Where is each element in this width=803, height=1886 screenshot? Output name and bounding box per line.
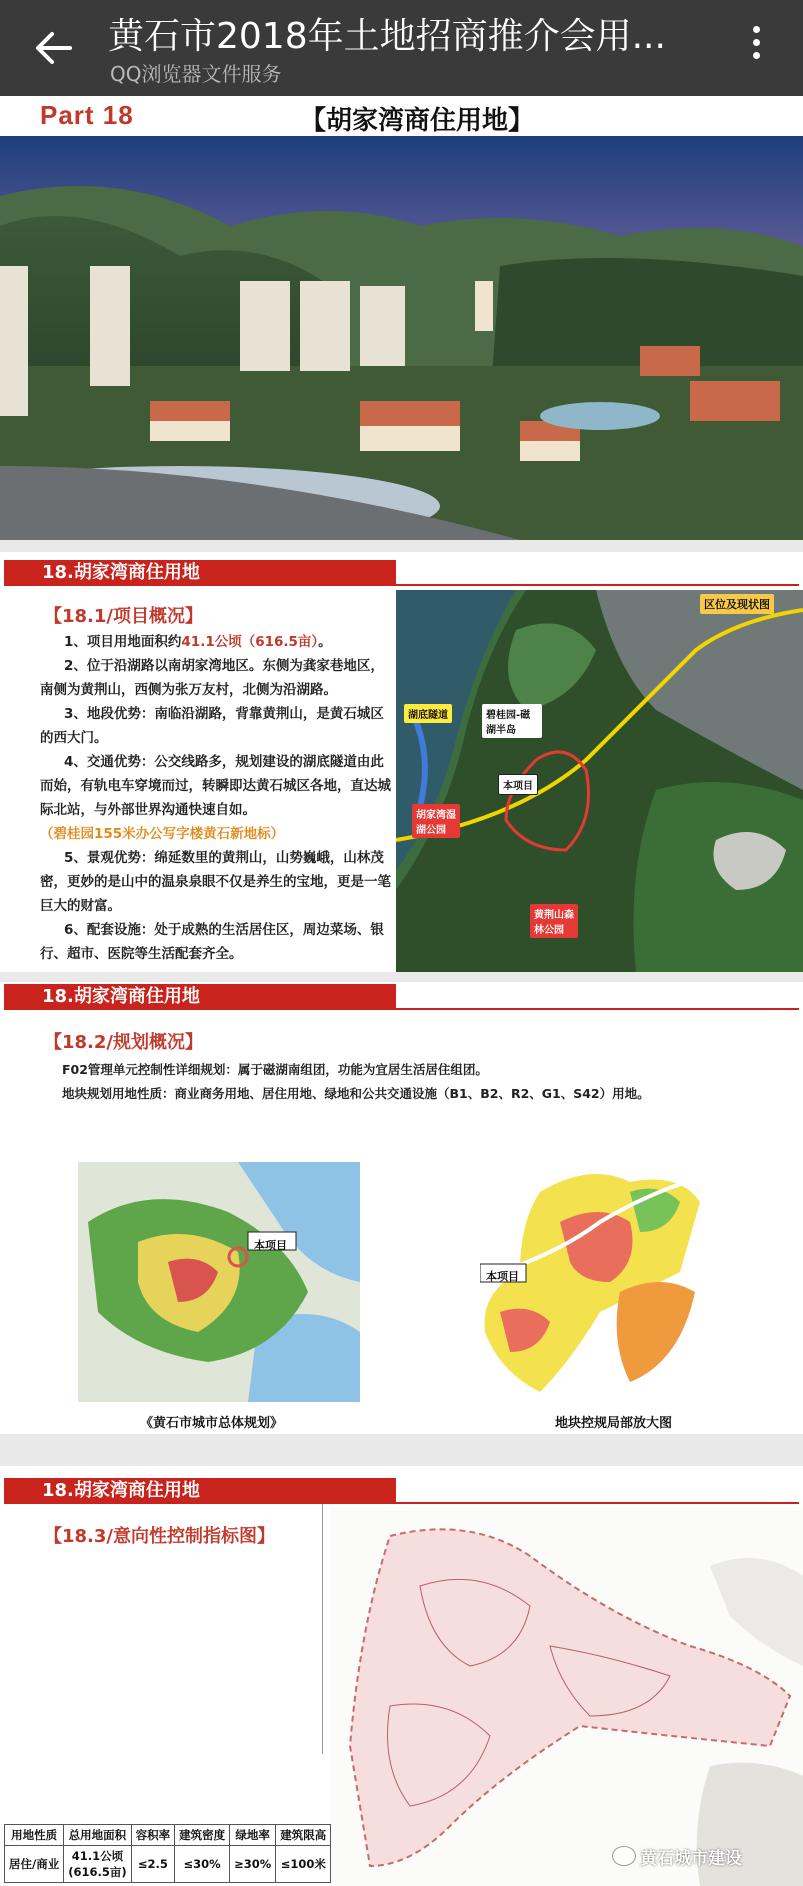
overview-text: 1、项目用地面积约41.1公顷（616.5亩）。 2、位于沿湖路以南胡家湾地区。东侧为龚家巷地区，南侧为黄荆山，西侧为张万友村，北侧为沿湖路。 3、地段优势：南临沿湖路，背靠黄荆山，是黄石城区的西大门。 4、交通优势：公交线路多，规划建设的湖底隧道由此而始，有轨电车穿境而过，转瞬即达黄石城区各地，直达城际北站，与外部世界沟通快速自如。 （碧桂园155米办公写字楼黄石新地标） 5、景观优势：绵延数里的黄荆山，山势巍峨，山林茂密，更妙的是山中的温泉泉眼不仅是养生的宝地，更是一笔巨大的财富。 6、配套设施：处于成熟的生活居住区，周边菜场、银行、超市、医院等生活配套齐全。 — [40, 634, 391, 962]
slide-18-2-planning — [0, 982, 803, 1434]
map-label-project: 本项目 — [498, 774, 538, 795]
aerial-rendering-image — [0, 136, 803, 540]
subsection-title: 【18.3/意向性控制指标图】 — [44, 1526, 275, 1547]
table-cell: ≤30% — [175, 1846, 230, 1883]
location-status-map — [396, 590, 803, 972]
slide-18-3-control-index — [0, 1466, 803, 1886]
map-label-park2: 黄荆山森林公园 — [530, 904, 578, 938]
table-header: 容积率 — [131, 1825, 175, 1846]
table-cell: ≥30% — [230, 1846, 276, 1883]
slide-18-1-overview — [0, 552, 803, 972]
map-label-tunnel: 湖底隧道 — [404, 704, 452, 723]
table-header-row — [5, 1825, 331, 1846]
part-header — [0, 96, 803, 136]
map-tag-project-right: 本项目 — [486, 1270, 519, 1283]
section-bar: 18.胡家湾商住用地 — [4, 1478, 396, 1504]
city-master-plan-map — [78, 1162, 360, 1402]
table-cell: ≤2.5 — [131, 1846, 175, 1883]
part-label: Part 18 — [40, 100, 134, 130]
control-index-plan-map — [330, 1506, 803, 1886]
table-header: 用地性质 — [5, 1825, 64, 1846]
app-bar — [0, 0, 803, 96]
table-header: 建筑限高 — [276, 1825, 331, 1846]
table-cell: ≤100米 — [276, 1846, 331, 1883]
table-cell: 41.1公顷 (616.5亩) — [64, 1846, 131, 1883]
map-tag-project-left: 本项目 — [254, 1239, 287, 1252]
planning-line-2: 地块规划用地性质：商业商务用地、居住用地、绿地和公共交通设施（B1、B2、R2、G1、S42）用地。 — [62, 1086, 650, 1101]
map-label-park1: 胡家湾湿湖公园 — [412, 804, 460, 838]
table-row — [5, 1846, 331, 1883]
document-title: 黄石市2018年土地招商推介会用... — [108, 16, 666, 57]
document-source: QQ浏览器文件服务 — [110, 62, 282, 86]
back-arrow-icon[interactable] — [30, 24, 78, 72]
section-bar: 18.胡家湾商住用地 — [4, 560, 396, 586]
table-header: 建筑密度 — [175, 1825, 230, 1846]
caption-detail-plan: 地块控规局部放大图 — [555, 1416, 673, 1431]
table-cell: 居住/商业 — [5, 1846, 64, 1883]
part-title: 【胡家湾商住用地】 — [300, 106, 535, 136]
map-legend-title: 区位及现状图 — [700, 594, 774, 614]
slide-part18-cover — [0, 96, 803, 540]
wechat-icon — [612, 1846, 636, 1866]
subsection-title: 【18.2/规划概况】 — [44, 1032, 203, 1053]
map-label-bgy: 碧桂园-磁湖半岛 — [482, 704, 542, 738]
control-index-table — [4, 1824, 331, 1883]
watermark-text: 黄石城市建设 — [640, 1849, 742, 1869]
table-header: 绿地率 — [230, 1825, 276, 1846]
more-menu-icon[interactable] — [744, 20, 768, 76]
planning-line-1: F02管理单元控制性详细规划：属于磁湖南组团，功能为宜居生活居住组团。 — [62, 1062, 488, 1077]
subsection-title: 【18.1/项目概况】 — [44, 606, 203, 627]
table-header: 总用地面积 — [64, 1825, 131, 1846]
caption-master-plan: 《黄石市城市总体规划》 — [140, 1416, 284, 1431]
section-bar: 18.胡家湾商住用地 — [4, 984, 396, 1010]
